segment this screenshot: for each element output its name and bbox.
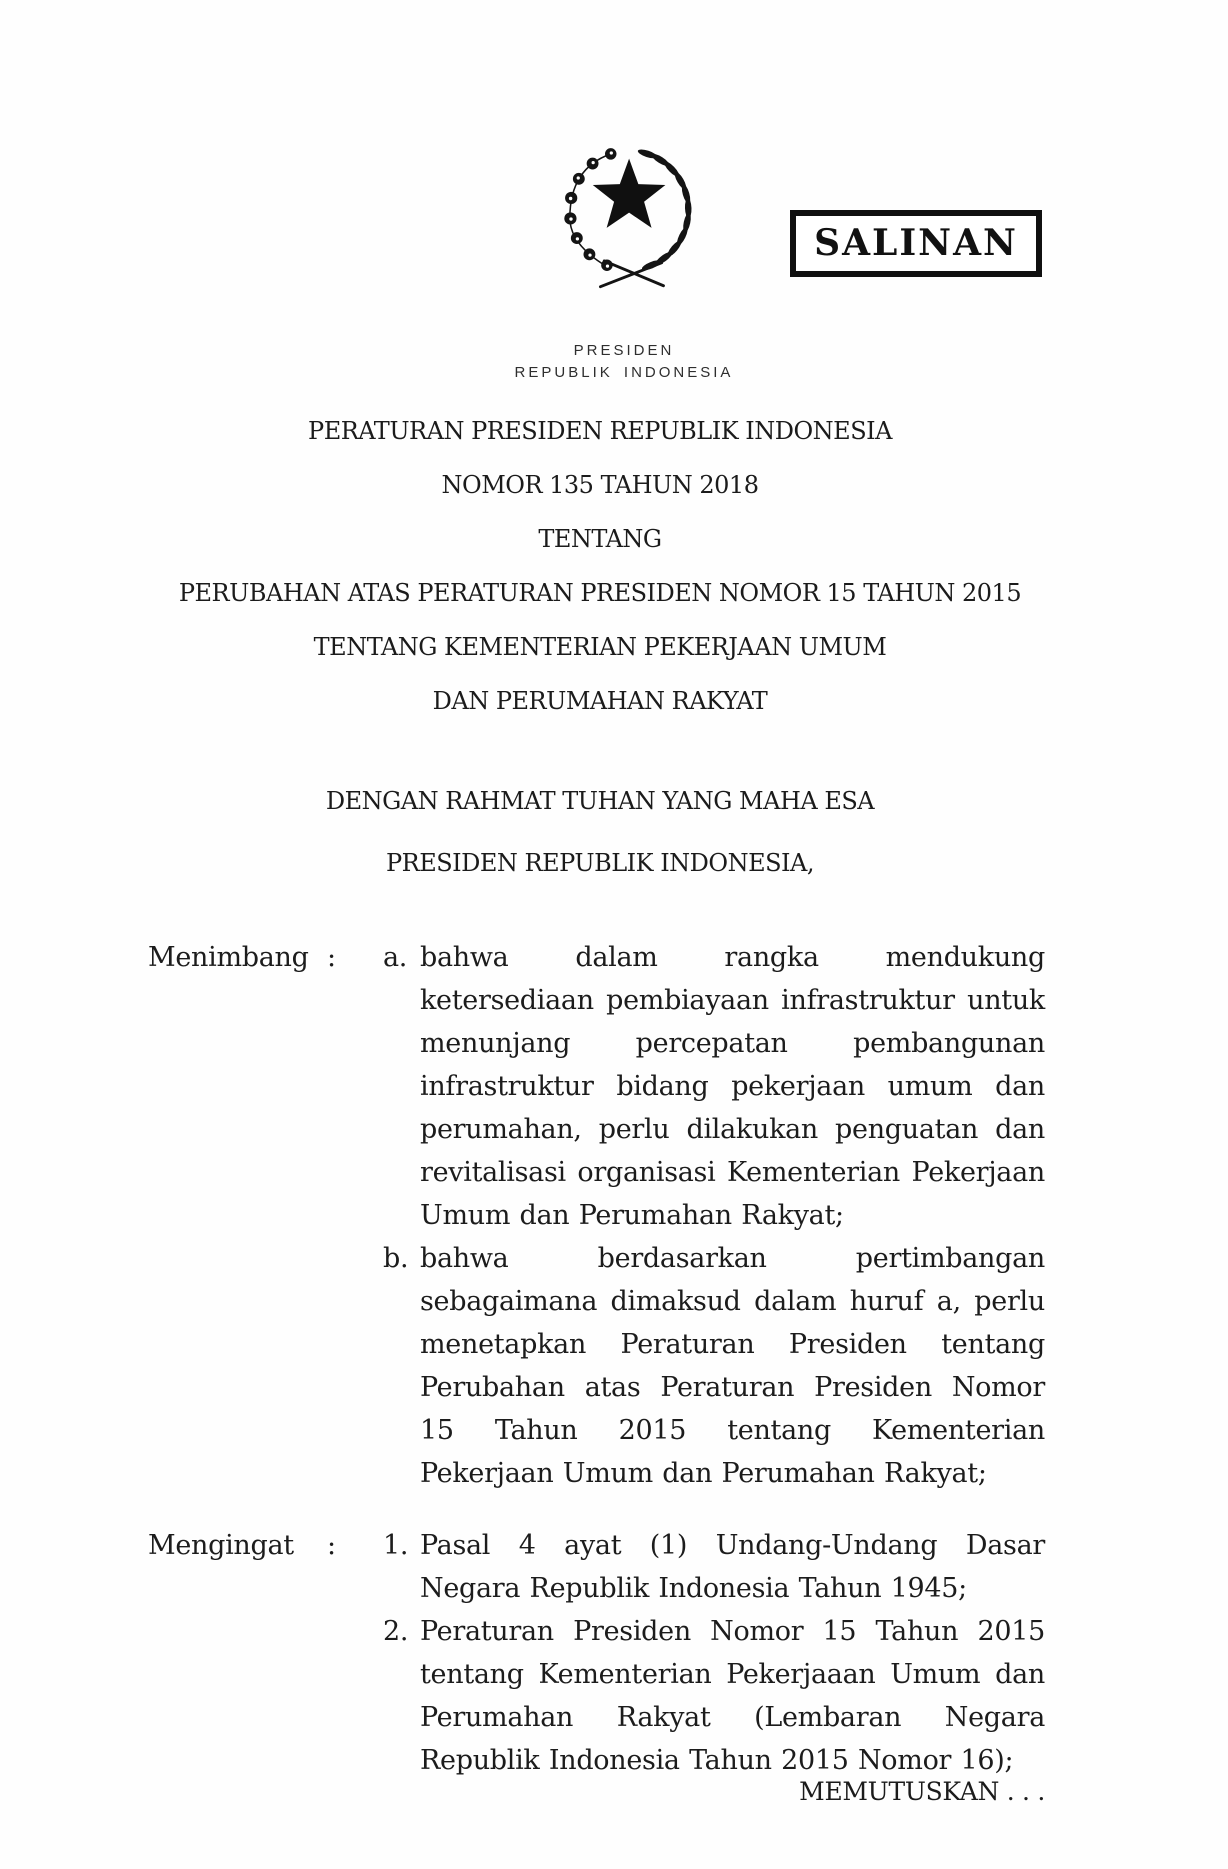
item-text: Peraturan Presiden Nomor 15 Tahun 2015 tentang Kementerian Pekerjaaan Umum dan Perumahan Rakyat (Lembaran Negara Republik Indonesia Tahun 2015 Nomor 16); [420,1616,1045,1776]
considering-colon: : [327,942,336,973]
continuation-catchword: MEMUTUSKAN . . . [799,1777,1045,1806]
title-line-subject-3: DAN PERUMAHAN RAKYAT [432,687,768,715]
item-text: bahwa dalam rangka mendukung ketersediaan pembiayaan infrastruktur untuk menunjang percepatan pembangunan infrastruktur bidang pekerjaan umum dan perumahan, perlu dilakukan penguatan dan revitalisasi organisasi Kementerian Pekerjaan Umum dan Perumahan Rakyat; [420,942,1045,1231]
flower-garland-left [564,148,616,271]
preamble-authority: PRESIDEN REPUBLIK INDONESIA, [385,849,814,877]
considering-clause [148,936,1045,1495]
considering-item-b [383,1237,1045,1495]
item-text: Pasal 4 ayat (1) Undang-Undang Dasar Negara Republik Indonesia Tahun 1945; [420,1530,1045,1604]
preamble [150,781,1050,883]
title-line-subject-2: TENTANG KEMENTERIAN PEKERJAAN UMUM [313,633,887,661]
item-marker: b. [383,1243,409,1274]
title-line-tentang: TENTANG [538,525,662,553]
title-line-subject-1: PERUBAHAN ATAS PERATURAN PRESIDEN NOMOR 15 TAHUN 2015 [178,579,1022,607]
preamble-invocation: DENGAN RAHMAT TUHAN YANG MAHA ESA [325,787,875,815]
letterhead [10,340,1228,384]
citing-item-1 [383,1524,1045,1610]
considering-items [383,936,1045,1495]
considering-item-a [383,936,1045,1237]
item-marker: 1. [383,1530,409,1561]
citing-clause [148,1524,1045,1782]
state-emblem-star-wreath-icon [545,130,717,302]
citing-colon: : [327,1530,336,1561]
item-marker: a. [383,942,408,973]
citing-items [383,1524,1045,1782]
citing-item-2 [383,1610,1045,1782]
citing-label: Mengingat [148,1530,294,1561]
letterhead-line1: PRESIDEN [573,342,675,359]
salinan-stamp-label: SALINAN [814,221,1018,264]
title-line-regulation: PERATURAN PRESIDEN REPUBLIK INDONESIA [308,417,892,445]
crossed-stems [600,261,663,287]
salinan-stamp [790,210,1042,277]
considering-label: Menimbang [148,942,309,973]
item-marker: 2. [383,1616,409,1647]
star-icon [593,159,666,228]
title-line-number: NOMOR 135 TAHUN 2018 [441,471,759,499]
title-block [150,404,1050,728]
item-text: bahwa berdasarkan pertimbangan sebagaimana dimaksud dalam huruf a, perlu menetapkan Peraturan Presiden tentang Perubahan atas Peraturan Presiden Nomor 15 Tahun 2015 tentang Kementerian Pekerjaan Umum dan Perumahan Rakyat; [420,1243,1045,1489]
letterhead-line2: REPUBLIK INDONESIA [514,364,734,381]
